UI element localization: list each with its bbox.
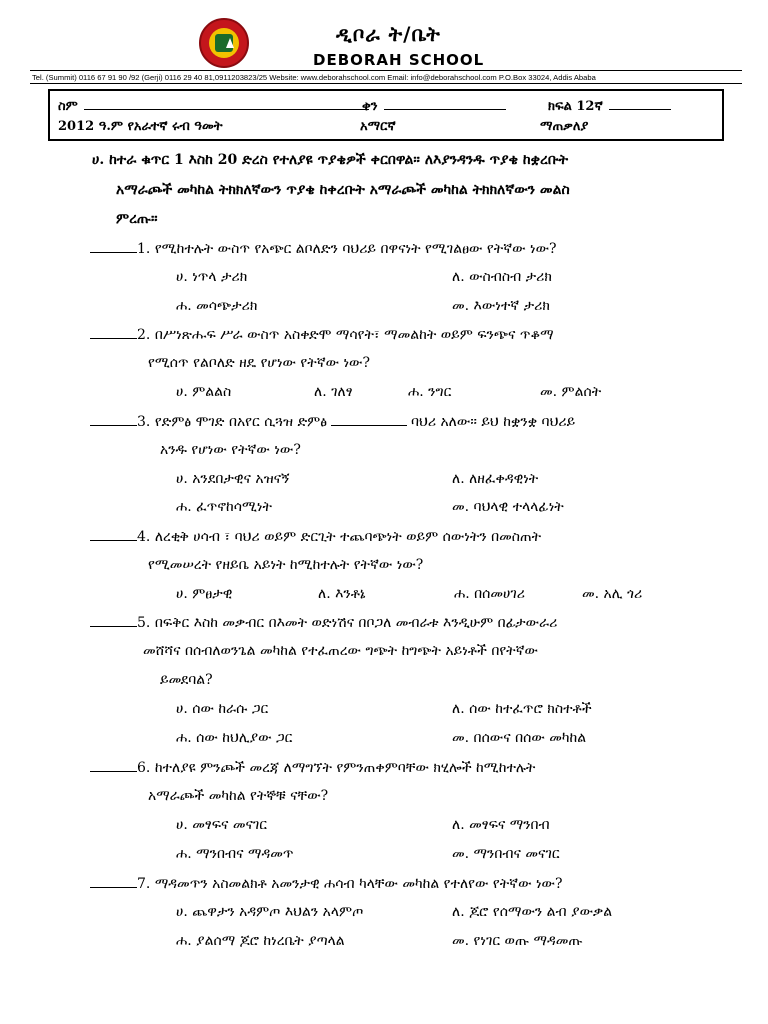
year-label: 2012 ዓ.ም የአራተኛ ሩብ ዓመት	[58, 119, 223, 134]
student-info-box	[48, 89, 724, 141]
date-blank[interactable]	[384, 97, 506, 110]
question-1	[90, 240, 557, 257]
question-number: 4.	[137, 529, 151, 545]
instruction-line-1: ሀ. ከተራ ቁጥር 1 እስከ 20 ድረስ የተለያዩ ጥያቄዎች ቀርበዋል። ለእያንዳንዱ ጥያቄ ከቋረቡት	[92, 152, 569, 168]
question-text: የሚከተሉት ውስጥ የአጭር ልቦለድን ባህሪይ በዋናነት የሚገልፀው የትኛው ነው?	[154, 241, 557, 257]
option-a[interactable]: ሀ. ምፀታዊ	[176, 586, 233, 602]
inline-blank[interactable]	[331, 413, 407, 426]
logo-symbol	[226, 38, 234, 48]
question-text: ከተለያዩ ምንጮች መረጃ ለማግኘት የምንጠቀምባቸው ክሂሎች ከሚከተሉት	[154, 760, 536, 776]
answer-blank-7[interactable]	[90, 875, 137, 888]
option-d[interactable]: መ. በሰውና በሰው መካከል	[452, 730, 587, 746]
question-4	[90, 528, 541, 545]
question-number: 3.	[137, 414, 151, 430]
question-number: 7.	[137, 876, 151, 892]
logo-shield	[215, 34, 233, 52]
option-a[interactable]: ሀ. ምልልስ	[176, 384, 232, 400]
option-d[interactable]: መ. እውነተኛ ታሪክ	[452, 298, 550, 314]
question-7	[90, 875, 562, 892]
instruction-line-2: አማራጮች መካከል ትክክለኛውን ጥያቄ ከቀረቡት አማራጮች መካከል ትክክለኛውን መልስ	[116, 182, 570, 198]
answer-blank-2[interactable]	[90, 326, 137, 339]
name-blank[interactable]	[84, 97, 369, 110]
option-a[interactable]: ሀ. ነጥላ ታሪክ	[176, 269, 248, 285]
school-name-english: DEBORAH SCHOOL	[313, 51, 485, 69]
question-text-cont: ባህሪ አለው። ይህ ከቋንቋ ባህሪይ	[410, 414, 576, 430]
option-b[interactable]: ለ. ለዘፈቀዳዊነት	[452, 471, 539, 487]
question-text: የድምፅ ሞገድ በአየር ሲጓዝ ድምፅ	[154, 414, 327, 430]
option-d[interactable]: መ. ማንበብና መናገር	[452, 846, 560, 862]
answer-blank-1[interactable]	[90, 240, 137, 253]
question-6-line-2: አማራጮች መካከል የትኞቹ ናቸው?	[148, 788, 329, 804]
question-3	[90, 413, 575, 430]
option-c[interactable]: ሐ. ሰው ከህሊያው ጋር	[176, 730, 293, 746]
subject-label: አማርኛ	[360, 119, 396, 134]
exam-type-label: ማጠቃለያ	[540, 119, 589, 134]
question-5-line-3: ይመደባል?	[160, 672, 213, 688]
option-c[interactable]: ሐ. በሰመሀገሪ	[454, 586, 525, 602]
instruction-line-3: ምረጡ።	[116, 211, 158, 227]
option-b[interactable]: ለ. ውስብስብ ታሪክ	[452, 269, 552, 285]
option-d[interactable]: መ. ምልሰት	[540, 384, 602, 400]
question-text: በሥነጽሑፍ ሥራ ውስጥ አስቀድሞ ማሳየት፣ ማመልከት ወይም ፍንጭና ጥቆማ	[154, 327, 554, 343]
option-b[interactable]: ለ. እንቶኔ	[318, 586, 366, 602]
question-number: 1.	[137, 241, 151, 257]
name-field[interactable]	[58, 97, 369, 114]
option-b[interactable]: ለ. መፃፍና ማንበብ	[452, 817, 550, 833]
option-c[interactable]: ሐ. መሳጭታሪክ	[176, 298, 258, 314]
option-a[interactable]: ሀ. አንደበታዊና አዝናኝ	[176, 471, 290, 487]
contact-line: Tel. (Summit) 0116 67 91 90 /92 (Gerji) 0116 29 40 81,0911203823/25 Website: www.deborahschool.com Email: info@deborahschool.com P.O.Box 33024, Addis Ababa	[30, 70, 742, 84]
question-text: ማዳመጥን አስመልክቶ አመንታዊ ሐሳብ ካላቸው መካከል የተለየው የትኛው ነው?	[154, 876, 563, 892]
option-a[interactable]: ሀ. መፃፍና መናገር	[176, 817, 268, 833]
question-number: 5.	[137, 615, 151, 631]
answer-blank-5[interactable]	[90, 614, 137, 627]
question-text: ለረቂቅ ሀሳብ ፣ ባህሪ ወይም ድርጊት ተጨባጭነት ወይም ሰውነትን በመስጠት	[154, 529, 542, 545]
question-5-line-2: መሸሻና በሰብለወንጌል መካከል የተፈጠረው ግጭት ከግጭት አይነቶች በየትኛው	[143, 643, 538, 659]
school-name-amharic: ዲቦራ ት/ቤት	[336, 22, 441, 46]
option-a[interactable]: ሀ. ሰው ከራሱ ጋር	[176, 701, 269, 717]
answer-blank-6[interactable]	[90, 759, 137, 772]
question-2	[90, 326, 554, 343]
option-b[interactable]: ለ. ገለፃ	[314, 384, 353, 400]
option-b[interactable]: ለ. ጆሮ የሰማውን ልብ ያውቃል	[452, 904, 613, 920]
option-d[interactable]: መ. አሊ ጎሪ	[582, 586, 643, 602]
option-c[interactable]: ሐ. ያልሰማ ጆሮ ከነረቤት ያጣላል	[176, 933, 345, 949]
option-c[interactable]: ሐ. ፈጥኖከሳሚነት	[176, 499, 272, 515]
date-field[interactable]	[362, 97, 506, 114]
name-label: ስም	[58, 99, 78, 114]
logo-emblem	[209, 28, 239, 58]
question-text: በፍቅር እስከ መቃብር በእመት ወድነሽና በቦጋለ መብራቱ እንዲሁም በፊታውራሪ	[154, 615, 558, 631]
date-label: ቀን	[362, 99, 378, 114]
question-3-line-2: አንዱ የሆነው የትኛው ነው?	[160, 442, 301, 458]
grade-blank[interactable]	[609, 97, 671, 110]
answer-blank-3[interactable]	[90, 413, 137, 426]
question-2-line-2: የሚሰጥ የልቦለድ ዘዴ የሆነው የትኛው ነው?	[148, 355, 371, 371]
option-d[interactable]: መ. የነገር ወጡ ማዳመጡ	[452, 933, 583, 949]
question-number: 2.	[137, 327, 151, 343]
question-4-line-2: የሚመሠረት የዘይቤ አይነት ከሚከተሉት የትኛው ነው?	[148, 557, 424, 573]
question-5	[90, 614, 557, 631]
option-c[interactable]: ሐ. ንግር	[408, 384, 452, 400]
school-logo	[199, 18, 249, 68]
option-d[interactable]: መ. ባህላዊ ተላላፊነት	[452, 499, 564, 515]
grade-label: ክፍል 12ኛ	[548, 99, 603, 114]
grade-field[interactable]	[548, 97, 671, 114]
option-c[interactable]: ሐ. ማንበብና ማዳመጥ	[176, 846, 294, 862]
option-a[interactable]: ሀ. ጨዋታን አዳምጦ እህልን አላምጦ	[176, 904, 364, 920]
option-b[interactable]: ለ. ሰው ከተፈጥሮ ክስተቶች	[452, 701, 592, 717]
question-6	[90, 759, 535, 776]
question-number: 6.	[137, 760, 151, 776]
answer-blank-4[interactable]	[90, 528, 137, 541]
